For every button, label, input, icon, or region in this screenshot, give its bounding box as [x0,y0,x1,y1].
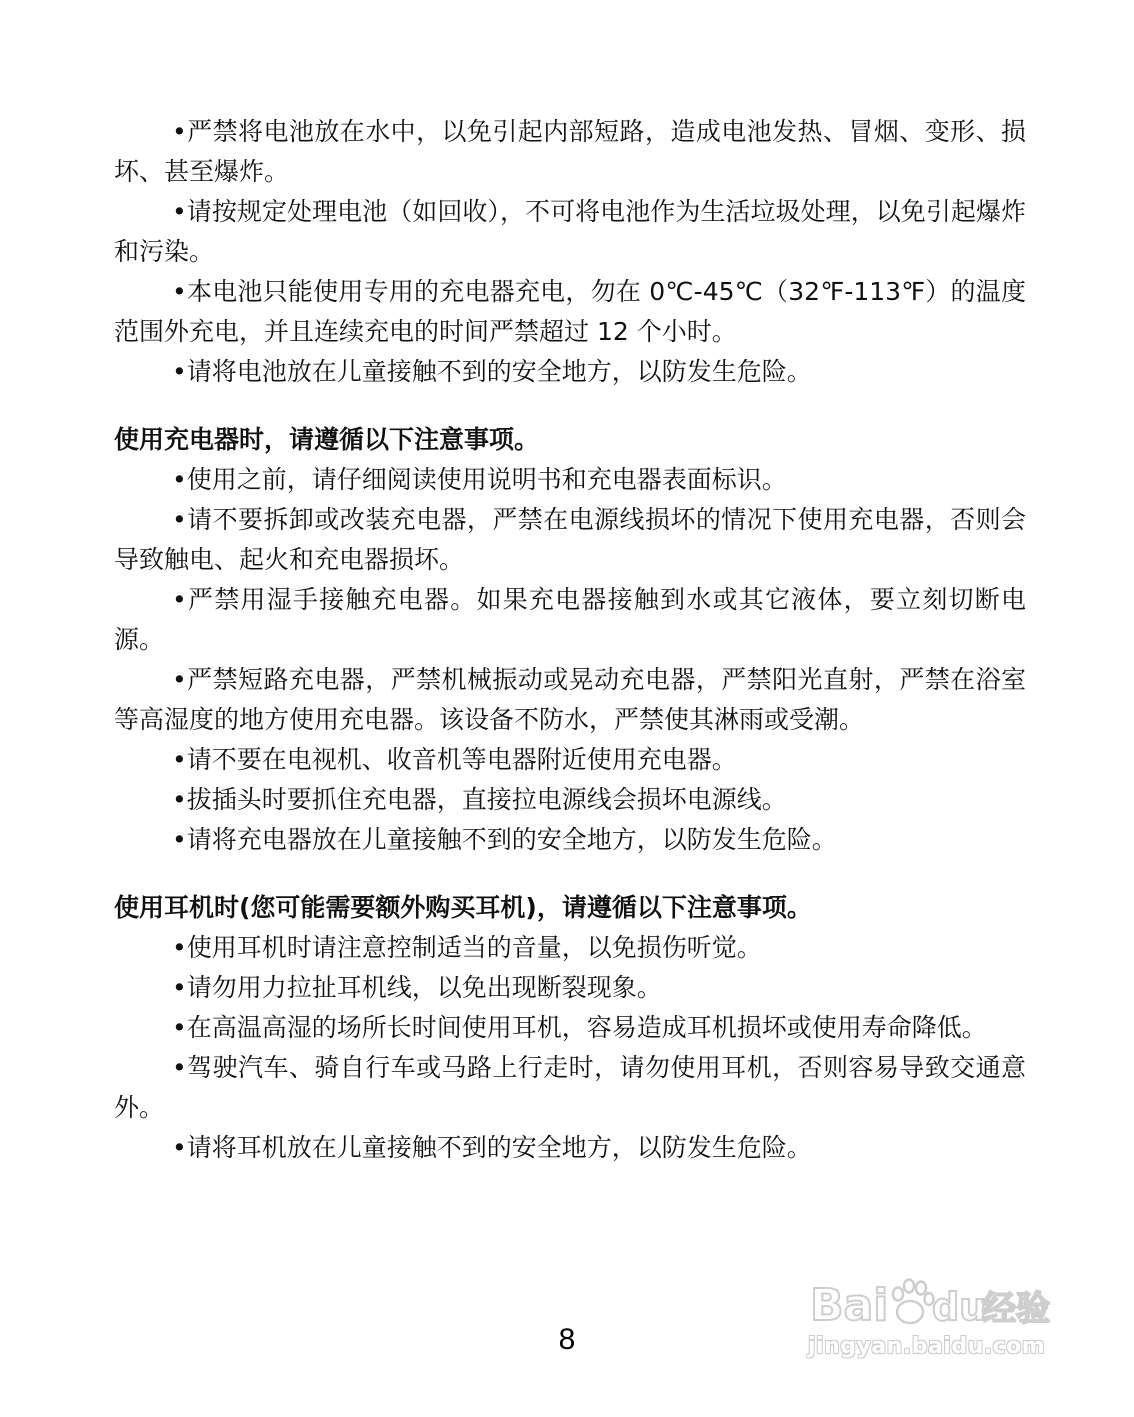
earphone-item-driving: •驾驶汽车、骑自行车或马路上行走时，请勿使用耳机，否则容易导致交通意外。 [114,1053,1026,1122]
charger-item-no-disassembly: •请不要拆卸或改装充电器，严禁在电源线损坏的情况下使用充电器，否则会导致触电、起火和充电器损坏。 [114,505,1026,574]
charger-item-near-appliances: •请不要在电视机、收音机等电器附近使用充电器。 [172,745,737,774]
battery-item-water: •严禁将电池放在水中，以免引起内部短路，造成电池发热、冒烟、变形、损坏、甚至爆炸。 [114,117,1026,186]
earphone-item-cable: •请勿用力拉扯耳机线，以免出现断裂现象。 [172,973,662,1002]
charger-section-heading: 使用充电器时，请遵循以下注意事项。 [114,425,540,454]
battery-item-charging: •本电池只能使用专用的充电器充电，勿在 0℃-45℃（32℉-113℉）的温度范围外充电，并且连续充电的时间严禁超过 12 个小时。 [114,277,1026,346]
battery-safety-section [114,112,1026,392]
charger-safety-section [114,420,1026,860]
battery-item-children: •请将电池放在儿童接触不到的安全地方，以防发生危险。 [172,357,812,386]
svg-text:du: du [932,1285,987,1329]
svg-text:Bai: Bai [810,1280,889,1331]
page-number: 8 [558,1323,576,1356]
charger-item-read-manual: •使用之前，请仔细阅读使用说明书和充电器表面标识。 [172,465,787,494]
earphone-item-volume: •使用耳机时请注意控制适当的音量，以免损伤听觉。 [172,933,762,962]
earphone-section-heading: 使用耳机时(您可能需要额外购买耳机)，请遵循以下注意事项。 [114,893,812,922]
svg-text:经验: 经验 [982,1289,1050,1329]
earphone-safety-section [114,888,1026,1168]
charger-item-children: •请将充电器放在儿童接触不到的安全地方，以防发生危险。 [172,825,837,854]
watermark-url: jingyan.baidu.com [808,1334,1046,1359]
baidu-jingyan-watermark [806,1238,1070,1368]
document-body [114,112,1026,1168]
earphone-item-children: •请将耳机放在儿童接触不到的安全地方，以防发生危险。 [172,1133,812,1162]
earphone-item-humidity: •在高温高湿的场所长时间使用耳机，容易造成耳机损坏或使用寿命降低。 [172,1013,987,1042]
baidu-jingyan-logo-icon [806,1272,1056,1332]
charger-item-short-circuit: •严禁短路充电器，严禁机械振动或晃动充电器，严禁阳光直射，严禁在浴室等高湿度的地方使用充电器。该设备不防水，严禁使其淋雨或受潮。 [114,665,1026,734]
charger-item-wet-hands: •严禁用湿手接触充电器。如果充电器接触到水或其它液体，要立刻切断电源。 [114,585,1026,654]
battery-item-disposal: •请按规定处理电池（如回收），不可将电池作为生活垃圾处理，以免引起爆炸和污染。 [114,197,1026,266]
charger-item-unplug: •拔插头时要抓住充电器，直接拉电源线会损坏电源线。 [172,785,787,814]
